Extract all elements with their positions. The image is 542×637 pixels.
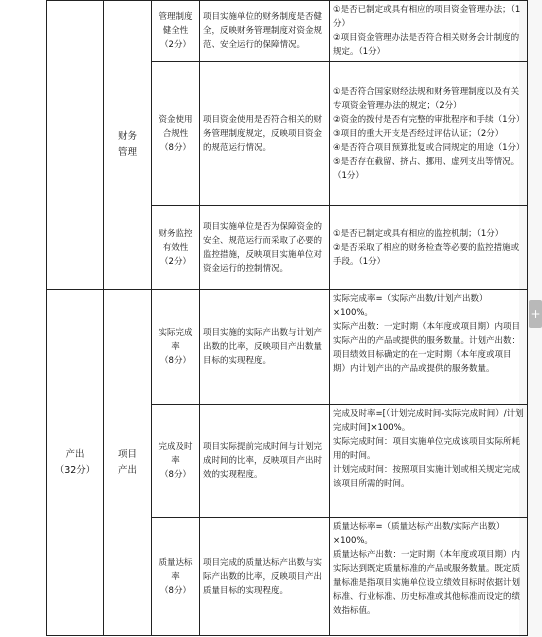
table-row	[47, 290, 528, 405]
level3-cell: 资金使用 合规性 （8分）	[152, 62, 200, 206]
description-cell: 项目实施单位是否为保障资金的安全、规范运行而采取了必要的监控措施，反映项目实施单位对资金运行的控制情况。	[200, 206, 330, 290]
criteria-cell: ①是否已制定或具有相应的项目资金管理办法；（1分） ②项目资金管理办法是否符合相关财务会计制度的规定。（1分）	[330, 1, 528, 62]
level2-cell: 项目 产出	[104, 290, 152, 636]
description-cell: 项目实施单位的财务制度是否健全，反映财务管理制度对资金规范、安全运行的保障情况。	[200, 1, 330, 62]
expand-tab-button[interactable]	[529, 300, 542, 328]
criteria-cell: 完成及时率=[（计划完成时间-实际完成时间）/计划完成时间]×100%。 实际完成时间：项目实施单位完成该项目实际所耗用的时间。 计划完成时间：按照项目实施计划或相关规定完成该项目所需的时间。	[330, 405, 528, 518]
level3-cell: 实际完成率 （8分）	[152, 290, 200, 405]
level3-cell: 财务监控 有效性 （2分）	[152, 206, 200, 290]
evaluation-table	[46, 0, 528, 636]
level1-cell	[47, 1, 104, 290]
description-cell: 项目完成的质量达标产出数与实际产出数的比率，反映项目产出质量目标的实现程度。	[200, 518, 330, 636]
criteria-cell: ①是否已制定或具有相应的监控机制；（1分） ②是否采取了相应的财务检查等必要的监控措施或手段。（1分）	[330, 206, 528, 290]
level2-cell: 财务 管理	[104, 1, 152, 290]
level3-cell: 管理制度 健全性 （2分）	[152, 1, 200, 62]
criteria-cell: ①是否符合国家财经法规和财务管理制度以及有关专项资金管理办法的规定；（2分） ②资金的拨付是否有完整的审批程序和手续（1分） ③项目的重大开支是否经过评估认证；（2分） ④是否符合项目预算批复或合同规定的用途（1分） ⑤是否存在截留、挤占、挪用、虚列支出等情况。（1分）	[330, 62, 528, 206]
criteria-cell: 质量达标率=（质量达标产出数/实际产出数）×100%。 质量达标产出数：一定时期（本年度或项目期）内实际达到既定质量标准的产品或服务数量。既定质量标准是指项目实施单位设立绩效目标时依据计划标准、行业标准、历史标准或其他标准而设定的绩效指标值。	[330, 518, 528, 636]
description-cell: 项目实施的实际产出数与计划产出数的比率，反映项目产出数量目标的实现程度。	[200, 290, 330, 405]
level3-cell: 质量达标率 （8分）	[152, 518, 200, 636]
description-cell: 项目资金使用是否符合相关的财务管理制度规定，反映项目资金的规范运行情况。	[200, 62, 330, 206]
level3-cell: 完成及时率 （8分）	[152, 405, 200, 518]
criteria-cell: 实际完成率=（实际产出数/计划产出数）×100%。 实际产出数：一定时期（本年度或项目期）内项目实际产出的产品或提供的服务数量。计划产出数：项目绩效目标确定的在一定时期（本年度或项目期）内计划产出的产品或提供的服务数量。	[330, 290, 528, 405]
level1-cell: 产出 （32分）	[47, 290, 104, 636]
table-row	[47, 1, 528, 62]
plus-icon: +	[530, 307, 541, 321]
description-cell: 项目实际提前完成时间与计划完成时间的比率，反映项目产出时效的实现程度。	[200, 405, 330, 518]
